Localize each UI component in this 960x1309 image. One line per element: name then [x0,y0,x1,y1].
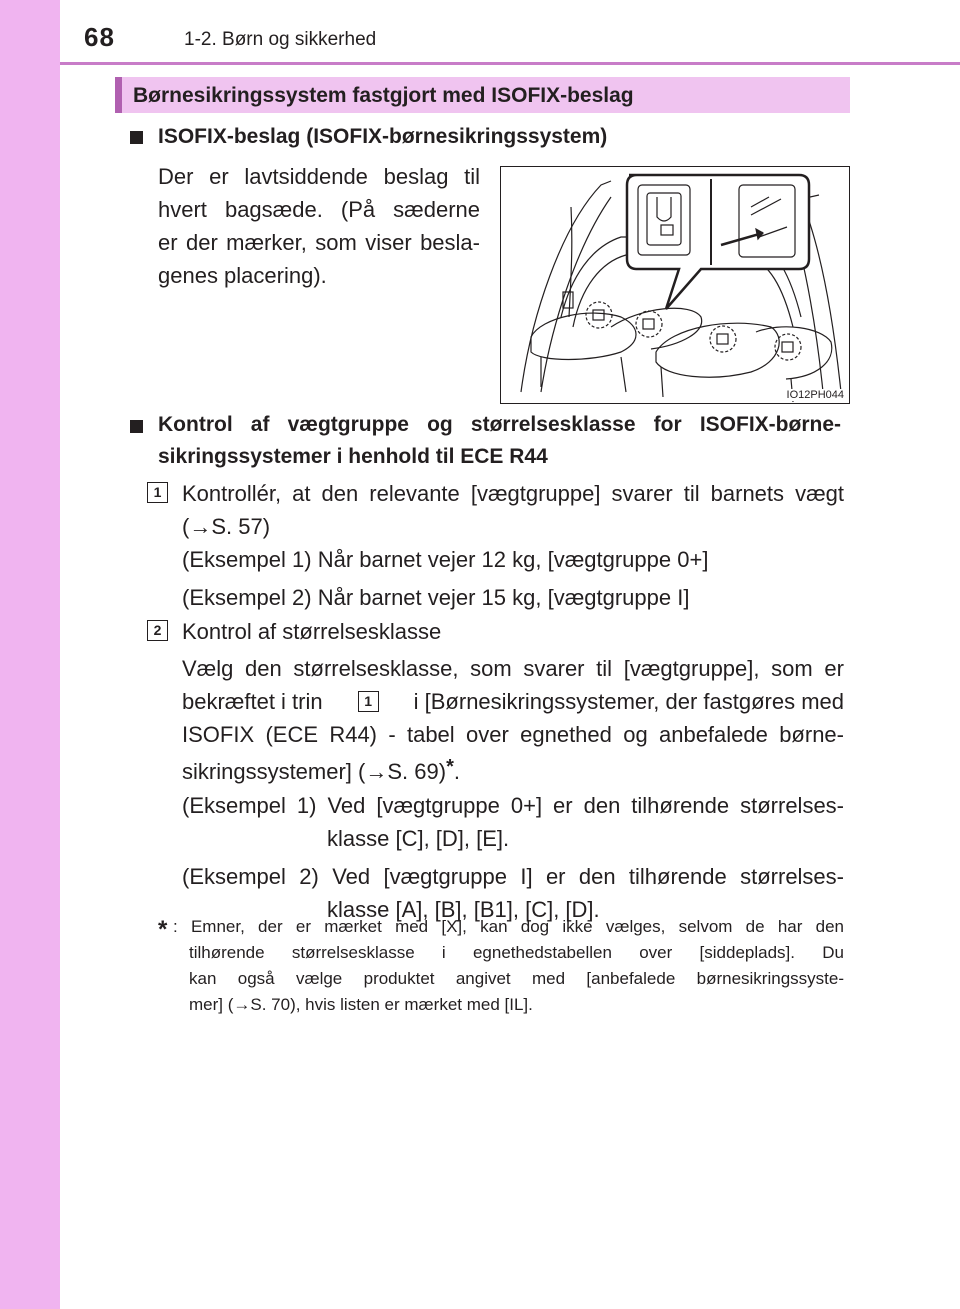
step-ref-1: 1 [358,691,379,712]
example4-line1: (Eksempel 2) Ved [vægtgruppe I] er den tilhørende størrelses- [182,864,844,889]
example4-line2: klasse [A], [B], [B1], [C], [D]. [327,897,600,922]
side-color-strip [0,0,60,1309]
section-header [115,77,850,113]
step2-title: Kontrol af størrelsesklasse [182,619,442,644]
page-number: 68 [84,22,115,52]
step2-line2-a: bekræftet i trin [182,689,323,714]
step2-line2-b: i [Børnesikringssystemer, der fastgøres med [413,689,844,714]
footnote-line3: kan også vælge produktet angivet med [anbefalede børnesikringssyste- [189,969,844,988]
chapter-title: 1-2. Børn og sikkerhed [184,29,377,50]
step2-line4 [182,751,460,788]
step-number-1: 1 [147,482,168,503]
step1-line1: Kontrollér, at den relevante [vægtgruppe] svarer til barnets vægt [182,481,844,506]
bullet-square [130,420,143,433]
weight-group-heading-line2: sikringssystemer i henhold til ECE R44 [158,445,548,468]
step-number-2: 2 [147,620,168,641]
step2-line1: Vælg den størrelsesklasse, som svarer til [vægtgruppe], som er [182,656,844,681]
example3-line2: klasse [C], [D], [E]. [327,826,510,851]
footnote-marker [158,912,167,943]
desc-line: genes placering). [158,263,327,288]
desc-line: Der er lavtsiddende beslag til [158,164,480,189]
asterisk-mark: * [446,756,454,778]
bullet-square [130,131,143,144]
step1-line2: (→S. 57) [182,514,271,539]
example1-text: (Eksempel 1) Når barnet vejer 12 kg, [vægtgruppe 0+] [182,547,709,572]
step2-line4-end: . [453,759,460,784]
example3-line1: (Eksempel 1) Ved [vægtgruppe 0+] er den tilhørende størrelses- [182,793,844,818]
example2-text: (Eksempel 2) Når barnet vejer 15 kg, [vægtgruppe I] [182,585,690,610]
section-title: Børnesikringssystem fastgjort med ISOFIX-beslag [133,84,634,107]
footnote-line4: mer] (→S. 70), hvis listen er mærket med [IL]. [189,995,533,1014]
footnote-line2: tilhørende størrelsesklasse i egnethedstabellen over [siddeplads]. Du [189,943,844,962]
desc-line: er der mærker, som viser besla- [158,230,480,255]
figure-label: IO12PH044 [786,389,844,401]
isofix-heading: ISOFIX-beslag (ISOFIX-børnesikringssystem) [158,125,608,148]
footnote-line1: : Emner, der er mærket med [X], kan dog ikke vælges, selvom de har den [173,917,844,936]
step2-line3: ISOFIX (ECE R44) - tabel over egnethed og anbefalede børne- [182,722,844,747]
isofix-description [158,160,480,292]
desc-line: hvert bagsæde. (På sæderne [158,197,480,222]
step2-line4-text: sikringssystemer] (→S. 69) [182,759,447,784]
isofix-anchor-illustration [500,166,850,404]
rear-seat-drawing [501,167,850,404]
footnote-star: * [158,916,168,943]
weight-group-heading-line1: Kontrol af vægtgruppe og størrelsesklasse for ISOFIX-børne- [158,413,841,436]
step2-line2 [182,685,844,718]
header-rule [60,62,960,65]
